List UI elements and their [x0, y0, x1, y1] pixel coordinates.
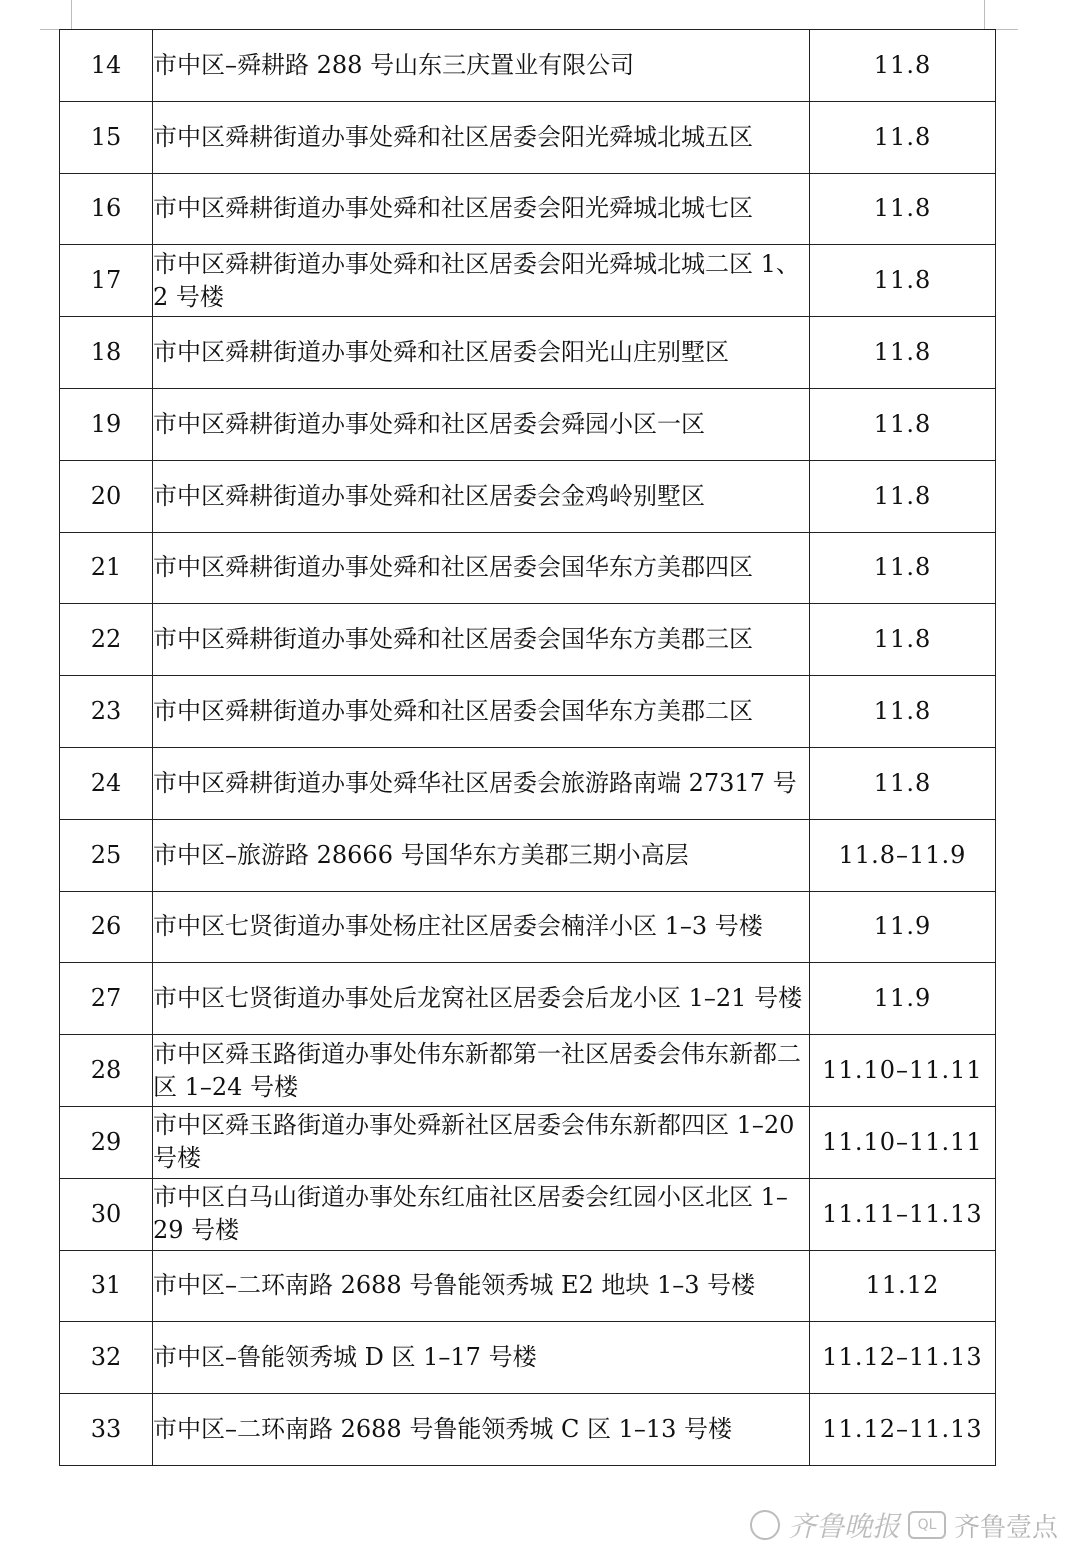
row-number: 28 — [60, 1035, 153, 1107]
row-number: 27 — [60, 963, 153, 1035]
table-row — [60, 1178, 996, 1250]
row-location: 市中区七贤街道办事处杨庄社区居委会楠洋小区 1–3 号楼 — [153, 891, 810, 963]
table-row — [60, 604, 996, 676]
row-number: 33 — [60, 1394, 153, 1466]
row-location: 市中区舜玉路街道办事处舜新社区居委会伟东新都四区 1–20 号楼 — [153, 1106, 810, 1178]
row-date: 11.8 — [810, 676, 996, 748]
table-row — [60, 317, 996, 389]
row-location: 市中区舜耕街道办事处舜和社区居委会国华东方美郡四区 — [153, 532, 810, 604]
row-date: 11.10–11.11 — [810, 1106, 996, 1178]
row-date: 11.8 — [810, 173, 996, 245]
row-location: 市中区白马山街道办事处东红庙社区居委会红园小区北区 1–29 号楼 — [153, 1178, 810, 1250]
row-number: 32 — [60, 1322, 153, 1394]
table-row — [60, 676, 996, 748]
row-date: 11.8 — [810, 604, 996, 676]
row-number: 16 — [60, 173, 153, 245]
row-number: 25 — [60, 819, 153, 891]
table-body — [60, 30, 996, 1466]
row-date: 11.12 — [810, 1250, 996, 1322]
row-date: 11.10–11.11 — [810, 1035, 996, 1107]
row-number: 29 — [60, 1106, 153, 1178]
row-location: 市中区–二环南路 2688 号鲁能领秀城 E2 地块 1–3 号楼 — [153, 1250, 810, 1322]
row-number: 19 — [60, 388, 153, 460]
table-row — [60, 1322, 996, 1394]
row-date: 11.8–11.9 — [810, 819, 996, 891]
row-location: 市中区舜耕街道办事处舜和社区居委会国华东方美郡三区 — [153, 604, 810, 676]
row-number: 22 — [60, 604, 153, 676]
row-location: 市中区舜耕街道办事处舜和社区居委会国华东方美郡二区 — [153, 676, 810, 748]
row-number: 14 — [60, 30, 153, 102]
row-date: 11.8 — [810, 317, 996, 389]
row-number: 20 — [60, 460, 153, 532]
schedule-table — [59, 29, 996, 1466]
row-location: 市中区–舜耕路 288 号山东三庆置业有限公司 — [153, 30, 810, 102]
row-date: 11.9 — [810, 891, 996, 963]
table-row — [60, 245, 996, 317]
row-number: 23 — [60, 676, 153, 748]
row-location: 市中区舜耕街道办事处舜和社区居委会阳光舜城北城二区 1、2 号楼 — [153, 245, 810, 317]
row-number: 24 — [60, 747, 153, 819]
watermark-badge-icon: QL — [908, 1511, 946, 1539]
row-date: 11.8 — [810, 30, 996, 102]
watermark — [750, 1505, 1058, 1545]
row-location: 市中区舜耕街道办事处舜和社区居委会阳光舜城北城七区 — [153, 173, 810, 245]
row-location: 市中区舜耕街道办事处舜华社区居委会旅游路南端 27317 号 — [153, 747, 810, 819]
row-date: 11.8 — [810, 460, 996, 532]
row-location: 市中区舜耕街道办事处舜和社区居委会阳光山庄别墅区 — [153, 317, 810, 389]
row-date: 11.9 — [810, 963, 996, 1035]
table-row — [60, 1106, 996, 1178]
row-location: 市中区舜耕街道办事处舜和社区居委会阳光舜城北城五区 — [153, 101, 810, 173]
row-date: 11.12–11.13 — [810, 1394, 996, 1466]
table-row — [60, 388, 996, 460]
table-row — [60, 963, 996, 1035]
watermark-logo-text: 齐鲁晚报 — [787, 1510, 900, 1543]
margin-mark-right — [984, 0, 985, 30]
row-number: 17 — [60, 245, 153, 317]
row-number: 30 — [60, 1178, 153, 1250]
row-location: 市中区舜玉路街道办事处伟东新都第一社区居委会伟东新都二区 1–24 号楼 — [153, 1035, 810, 1107]
watermark-brand-text: 齐鲁壹点 — [953, 1512, 1058, 1543]
row-date: 11.11–11.13 — [810, 1178, 996, 1250]
row-date: 11.8 — [810, 101, 996, 173]
row-location: 市中区–鲁能领秀城 D 区 1–17 号楼 — [153, 1322, 810, 1394]
table-row — [60, 1035, 996, 1107]
table-row — [60, 30, 996, 102]
table-row — [60, 101, 996, 173]
row-location: 市中区舜耕街道办事处舜和社区居委会金鸡岭别墅区 — [153, 460, 810, 532]
row-number: 31 — [60, 1250, 153, 1322]
watermark-circle-icon — [750, 1510, 780, 1540]
table-row — [60, 891, 996, 963]
table-row — [60, 1250, 996, 1322]
table-row — [60, 1394, 996, 1466]
table-row — [60, 532, 996, 604]
row-location: 市中区–二环南路 2688 号鲁能领秀城 C 区 1–13 号楼 — [153, 1394, 810, 1466]
table-row — [60, 173, 996, 245]
table-row — [60, 747, 996, 819]
table-row — [60, 460, 996, 532]
row-number: 21 — [60, 532, 153, 604]
row-location: 市中区舜耕街道办事处舜和社区居委会舜园小区一区 — [153, 388, 810, 460]
margin-mark-left — [71, 0, 72, 30]
row-date: 11.8 — [810, 532, 996, 604]
row-date: 11.12–11.13 — [810, 1322, 996, 1394]
row-date: 11.8 — [810, 747, 996, 819]
row-location: 市中区七贤街道办事处后龙窝社区居委会后龙小区 1–21 号楼 — [153, 963, 810, 1035]
row-date: 11.8 — [810, 388, 996, 460]
row-number: 18 — [60, 317, 153, 389]
row-location: 市中区–旅游路 28666 号国华东方美郡三期小高层 — [153, 819, 810, 891]
row-date: 11.8 — [810, 245, 996, 317]
row-number: 15 — [60, 101, 153, 173]
row-number: 26 — [60, 891, 153, 963]
table-row — [60, 819, 996, 891]
